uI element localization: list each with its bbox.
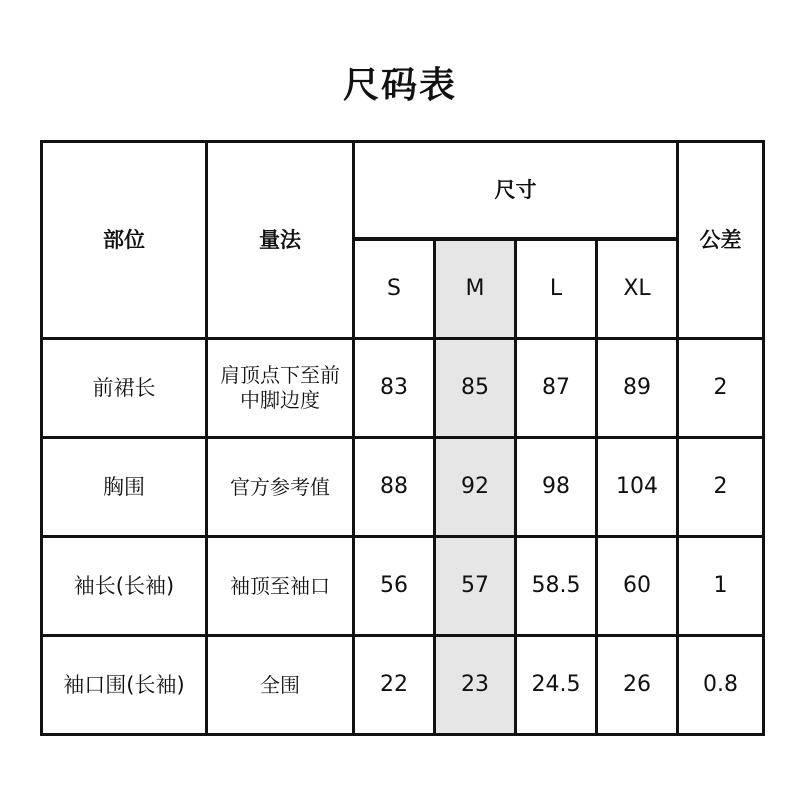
- cell-l: 58.5: [516, 537, 597, 636]
- cell-m: 57: [435, 537, 516, 636]
- header-method: 量法: [207, 142, 354, 339]
- row-method: 袖顶至袖口: [207, 537, 354, 636]
- row-method-text: 肩顶点下至前中脚边度: [220, 363, 340, 412]
- cell-xl: 60: [597, 537, 678, 636]
- header-tolerance: 公差: [678, 142, 764, 339]
- row-method: 官方参考值: [207, 438, 354, 537]
- cell-l: 98: [516, 438, 597, 537]
- cell-tolerance: 0.8: [678, 636, 764, 735]
- table-row: [42, 636, 764, 735]
- cell-xl: 89: [597, 339, 678, 438]
- size-chart-table: [40, 140, 765, 736]
- size-label-s: S: [354, 239, 435, 339]
- table-row: [42, 339, 764, 438]
- row-part: 胸围: [42, 438, 207, 537]
- header-row: [42, 142, 764, 240]
- row-method: 全围: [207, 636, 354, 735]
- row-method: [207, 339, 354, 438]
- cell-s: 22: [354, 636, 435, 735]
- table-row: [42, 537, 764, 636]
- size-label-l: L: [516, 239, 597, 339]
- cell-xl: 104: [597, 438, 678, 537]
- size-label-m: M: [435, 239, 516, 339]
- table-row: [42, 438, 764, 537]
- cell-m: 85: [435, 339, 516, 438]
- row-part: 袖长(长袖): [42, 537, 207, 636]
- row-part: 前裙长: [42, 339, 207, 438]
- cell-xl: 26: [597, 636, 678, 735]
- cell-tolerance: 2: [678, 438, 764, 537]
- row-part: 袖口围(长袖): [42, 636, 207, 735]
- cell-m: 92: [435, 438, 516, 537]
- header-size: 尺寸: [354, 142, 678, 240]
- cell-tolerance: 2: [678, 339, 764, 438]
- cell-l: 24.5: [516, 636, 597, 735]
- cell-s: 83: [354, 339, 435, 438]
- cell-m: 23: [435, 636, 516, 735]
- cell-tolerance: 1: [678, 537, 764, 636]
- header-part: 部位: [42, 142, 207, 339]
- size-label-xl: XL: [597, 239, 678, 339]
- page-title: 尺码表: [342, 65, 457, 106]
- cell-s: 88: [354, 438, 435, 537]
- cell-s: 56: [354, 537, 435, 636]
- cell-l: 87: [516, 339, 597, 438]
